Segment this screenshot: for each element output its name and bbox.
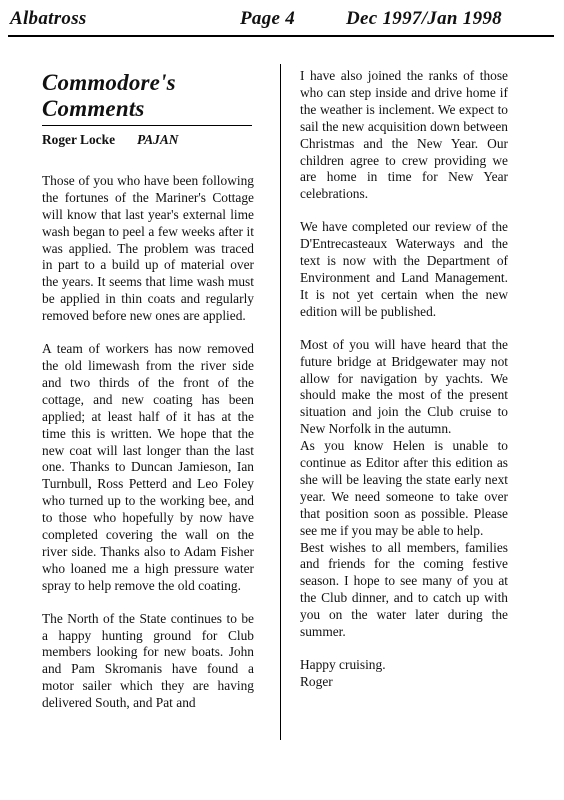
page-number: Page 4 — [240, 8, 296, 29]
author-name: Roger Locke — [42, 132, 116, 147]
page-header — [8, 8, 556, 32]
boat-name: PAJAN — [137, 132, 179, 147]
paragraph: The North of the State continues to be a happy hunting ground for Club members looking for new boats. John and Pam Skromanis have found a motor sailer which they are having delivered South, and Pat and — [42, 610, 254, 711]
issue-date: Dec 1997/Jan 1998 — [345, 8, 502, 29]
paragraph: Those of you who have been following the fortunes of the Mariner's Cottage will know that last year's external lime wash began to peel a few weeks after it was applied. The problem was traced in part to a build up of material over the years. It seems that lime wash must be applied in thin coats and regularly removed before new ones are applied. — [42, 172, 254, 324]
header-rule — [8, 35, 554, 37]
signature: Roger — [300, 673, 333, 689]
byline — [42, 132, 254, 149]
paragraph: We have completed our review of the D'Entrecasteaux Waterways and the text is now with the Department of Environment and Land Management. It is not yet certain when the new edition will be published. — [300, 219, 508, 319]
paragraph: A team of workers has now removed the old limewash from the river side and two thirds of the front of the cottage, and new coating has been applied; at least half of it has at the time this is written. We hope that the new coat will last longer than the last one. Thanks to Duncan Jamieson, Ian Turnbull, Ross Petterd and Leo Foley who turned up to the working bee, and to those who hopefully by now have completed covering the wall on the river side. Thanks also to Adam Fisher who loaned me a high pressure water spray to help remove the old coating. — [42, 341, 254, 593]
article-title: Commodore's Comments — [42, 70, 176, 121]
paragraph: Most of you will have heard that the future bridge at Bridgewater may not allow for navigation by yachts. We should make the most of the present situation and join the Club cruise to New Norfolk in the autumn. — [300, 336, 508, 437]
paragraph: I have also joined the ranks of those who can step inside and drive home if the weather is inclement. We expect to sail the new acquisition down between Christmas and the New Year. Our children agree to crew providing we are home in time for New Year celebrations. — [300, 68, 508, 202]
title-rule — [42, 125, 252, 126]
paragraph: Best wishes to all members, families and friends for the coming festive season. I hope to see many of you at the Club dinner, and to catch up with you on the water later during the summer. — [300, 539, 508, 640]
right-column — [300, 68, 508, 691]
closing-line: Happy cruising. — [300, 657, 386, 672]
newsletter-name: Albatross — [10, 8, 87, 29]
paragraph: As you know Helen is unable to continue as Editor after this edition as she will be leaving the state early next year. We need someone to take over that position soon as possible. Please see me if you may be able to help. — [300, 438, 508, 538]
left-column — [42, 70, 254, 712]
column-divider — [280, 64, 281, 740]
